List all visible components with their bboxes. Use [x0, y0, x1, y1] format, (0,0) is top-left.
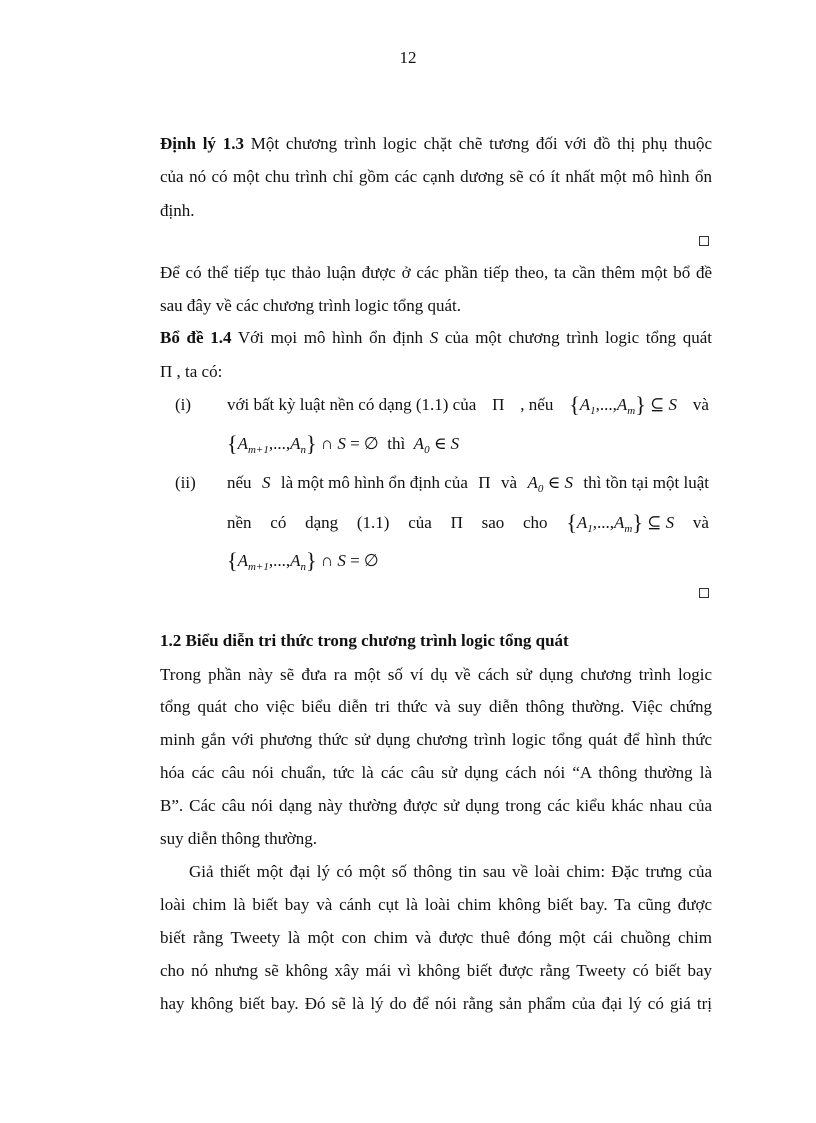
section-p2-line: Giả thiết một đại lý có một số thông tin sau về loài chim: Đặc trưng của [189, 862, 712, 881]
lemma-line-1: Bổ đề 1.4 Với mọi mô hình ổn định S của một chương trình logic tổng quát [160, 328, 712, 347]
item-i-number: (i) [175, 395, 192, 414]
item-ii-number: (ii) [175, 473, 196, 492]
theorem-line-2: của nó có một chu trình chỉ gồm các cạnh dương sẽ có ít nhất một mô hình ổn [160, 167, 712, 186]
item-ii-line-1: nếu S là một mô hình ổn định của Π và $A_0$ ∈ S thì tồn tại một luật [227, 473, 709, 495]
section-p1-line: hóa các câu nói chuẩn, tức là các câu sử dụng cách nói “A thông thường là [160, 763, 712, 782]
section-p1-line: Trong phần này sẽ đưa ra một số ví dụ về cách sử dụng chương trình logic [160, 665, 712, 684]
item-i-line-1: với bất kỳ luật nền có dạng (1.1) của Π , nếu $\{A_1,...,A_m\}$ ⊆ S và [227, 394, 709, 422]
section-p1-line: tổng quát cho việc biểu diễn tri thức và suy diễn thông thường. Việc chứng [160, 697, 712, 716]
item-ii-line-2: nền có dạng (1.1) của Π sao cho $\{A_1,...,A_m\}$ ⊆ S và [227, 510, 709, 535]
theorem-label: Định lý 1.3 [160, 134, 244, 153]
section-p2-line: cho nó nhưng sẽ không xây mái vì không biết được rằng Tweety có biết bay [160, 961, 712, 980]
section-p1-line: suy diễn thông thường. [160, 829, 318, 848]
theorem-line-1 [160, 133, 712, 155]
theorem-line-3: định. [160, 201, 195, 220]
qed-box-1 [699, 236, 709, 246]
item-ii-line-3: $\{A_{m+1},...,A_n\}$ ∩ S = ∅ [227, 548, 379, 573]
theorem-text-1: Một chương trình logic chặt chẽ tương đối với đồ thị phụ thuộc [250, 134, 713, 153]
section-p2-line: hay không biết bay. Đó sẽ là lý do để nói rằng sản phẩm của đại lý có giá trị [160, 994, 712, 1013]
intro-line-1: Để có thể tiếp tục thảo luận được ở các phần tiếp theo, ta cần thêm một bổ đề [160, 263, 712, 282]
section-p1-line: B”. Các câu nói dạng này thường được sử dụng trong các kiểu khác nhau của [160, 796, 712, 815]
section-p1-line: minh gắn với phương thức sử dụng chương trình logic tổng quát để hình thức [160, 730, 712, 749]
item-i-line-2: $\{A_{m+1},...,A_n\}$ ∩ S = ∅ thì $A_0$ ∈ S [227, 431, 460, 456]
set-a1-am: $\{A_1,...,A_m\}$ ⊆ S [569, 392, 678, 417]
section-title: 1.2 Biểu diễn tri thức trong chương trình logic tổng quát [160, 631, 569, 650]
section-p2-line: loài chim là biết bay và cánh cụt là loài chim không biết bay. Ta cũng được [160, 895, 712, 914]
page-number: 12 [399, 48, 417, 67]
intro-line-2: sau đây về các chương trình logic tổng quát. [160, 296, 461, 315]
qed-box-2 [699, 588, 709, 598]
section-p2-line: biết rằng Tweety là một con chim và được thuê đóng một cái chuồng chim [160, 928, 712, 947]
lemma-line-2: Π , ta có: [160, 362, 223, 381]
lemma-label: Bổ đề 1.4 [160, 328, 232, 347]
